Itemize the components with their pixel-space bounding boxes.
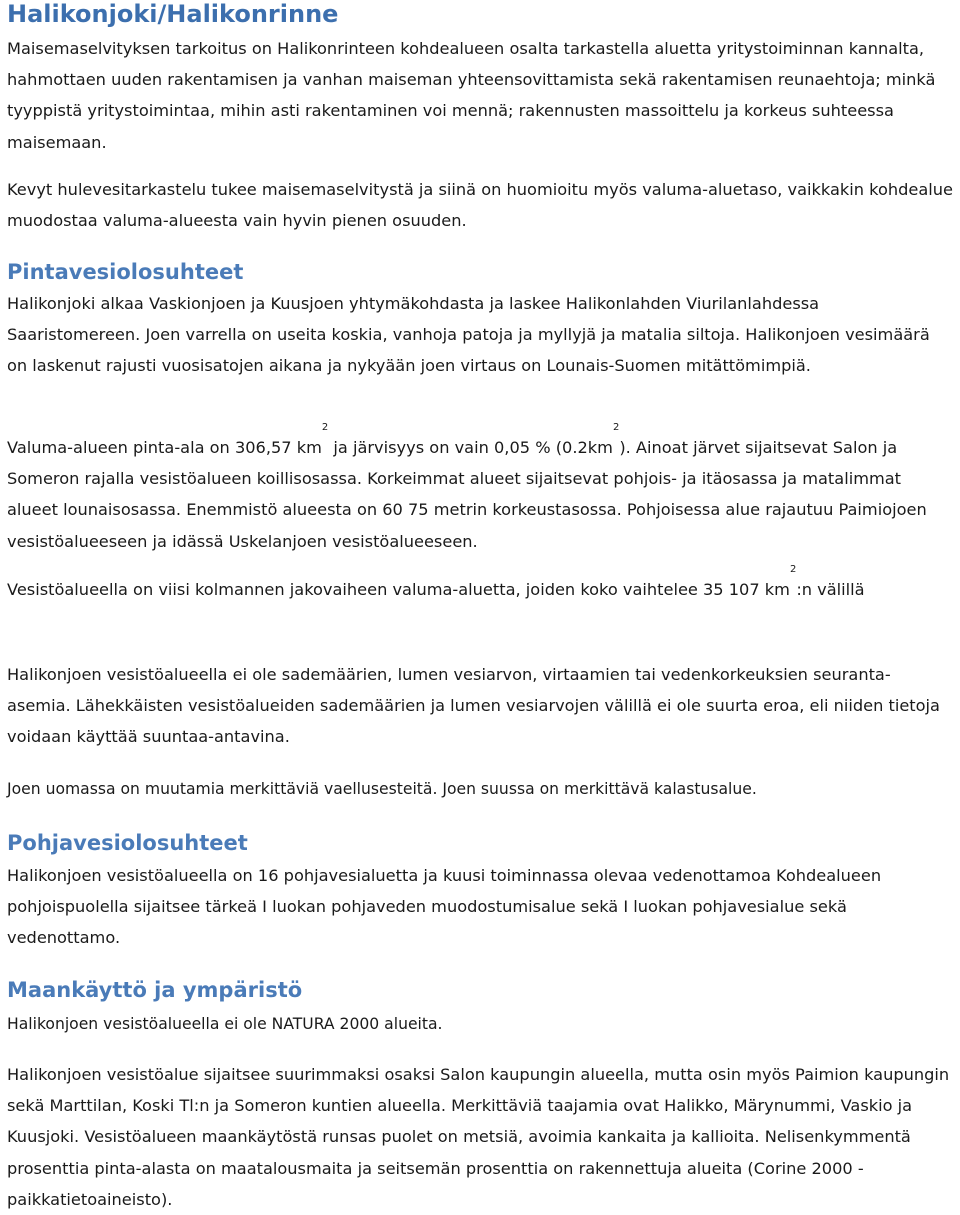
heading-land-use: Maankäyttö ja ympäristö [7,978,303,1002]
surface-p3-text-a: Vesistöalueella on viisi kolmannen jakovaiheen valuma-aluetta, joiden koko vaihtelee 35 107 km [7,580,790,599]
surface-paragraph-5: Joen uomassa on muutamia merkittäviä vaellusesteitä. Joen suussa on merkittävä kalastusalue. [7,780,757,798]
superscript: 2 [789,564,797,575]
surface-p3-text-b: :n välillä [796,580,865,599]
surface-paragraph-3 [7,564,953,605]
surface-paragraph-4: Halikonjoen vesistöalueella ei ole sademäärien, lumen vesiarvon, virtaamien tai vedenkorkeuksien seuranta-asemia. Lähekkäisten vesistöalueiden sademäärien ja lumen vesiarvojen välillä ei ole suurta eroa, eli niiden tietoja voidaan käyttää suuntaa-antavina. [7,665,940,747]
landuse-paragraph-2: Halikonjoen vesistöalue sijaitsee suurimmaksi osaksi Salon kaupungin alueella, mutta osin myös Paimion kaupungin sekä Marttilan, Koski Tl:n ja Someron kuntien alueella. Merkittäviä taajamia ovat Halikko, Märynummi, Vaskio ja Kuusjoki. Vesistöalueen maankäytöstä runsas puolet on metsiä, avoimia kankaita ja kallioita. Nelisenkymmentä prosenttia pinta-alasta on maatalousmaita ja seitsemän prosenttia on rakennettuja alueita (Corine 2000 -paikkatietoaineisto). [7,1065,950,1209]
superscript: 2 [321,422,329,433]
surface-paragraph-1: Halikonjoki alkaa Vaskionjoen ja Kuusjoen yhtymäkohdasta ja laskee Halikonlahden Viurilanlahdessa Saaristomereen. Joen varrella on useita koskia, vanhoja patoja ja myllyjä ja matalia siltoja. Halikonjoen vesimäärä on laskenut rajusti vuosisatojen aikana ja nykyään joen virtaus on Lounais-Suomen mitättömimpiä. [7,294,930,376]
heading-groundwater: Pohjavesiolosuhteet [7,831,248,855]
surface-p2-text-a: Valuma-alueen pinta-ala on 306,57 km [7,438,322,457]
groundwater-paragraph-1: Halikonjoen vesistöalueella on 16 pohjavesialuetta ja kuusi toiminnassa olevaa vedenottamoa Kohdealueen pohjoispuolella sijaitsee tärkeä I luokan pohjaveden muodostumisalue sekä I luokan pohjavesialue sekä vedenottamo. [7,866,882,948]
page-title: Halikonjoki/Halikonrinne [7,0,339,28]
intro-paragraph-1: Maisemaselvityksen tarkoitus on Halikonrinteen kohdealueen osalta tarkastella aluetta yritystoiminnan kannalta, hahmottaen uuden rakentamisen ja vanhan maiseman yhteensovittamista sekä rakentamisen reunaehtoja; minkä tyyppistä yritystoimintaa, mihin asti rakentaminen voi mennä; rakennusten massoittelu ja korkeus suhteessa maisemaan. [7,39,936,152]
superscript: 2 [612,422,620,433]
surface-paragraph-2 [7,422,953,557]
surface-p2-text-b: ja järvisyys on vain 0,05 % (0.2km [328,438,613,457]
landuse-paragraph-1: Halikonjoen vesistöalueella ei ole NATURA 2000 alueita. [7,1015,443,1033]
surface-p2-text-c: ). Ainoat järvet sijaitsevat Salon ja Someron rajalla vesistöalueen koillisosassa. Korkeimmat alueet sijaitsevat pohjois- ja itäosassa ja matalimmat alueet lounaisosassa. Enemmistö alueesta on 60 75 metrin korkeustasossa. Pohjoisessa alue rajautuu Paimiojoen vesistöalueeseen ja idässä Uskelanjoen vesistöalueeseen. [7,438,927,551]
intro-paragraph-2: Kevyt hulevesitarkastelu tukee maisemaselvitystä ja siinä on huomioitu myös valuma-aluetaso, vaikkakin kohdealue muodostaa valuma-alueesta vain hyvin pienen osuuden. [7,180,954,231]
heading-surface-water: Pintavesiolosuhteet [7,260,244,284]
